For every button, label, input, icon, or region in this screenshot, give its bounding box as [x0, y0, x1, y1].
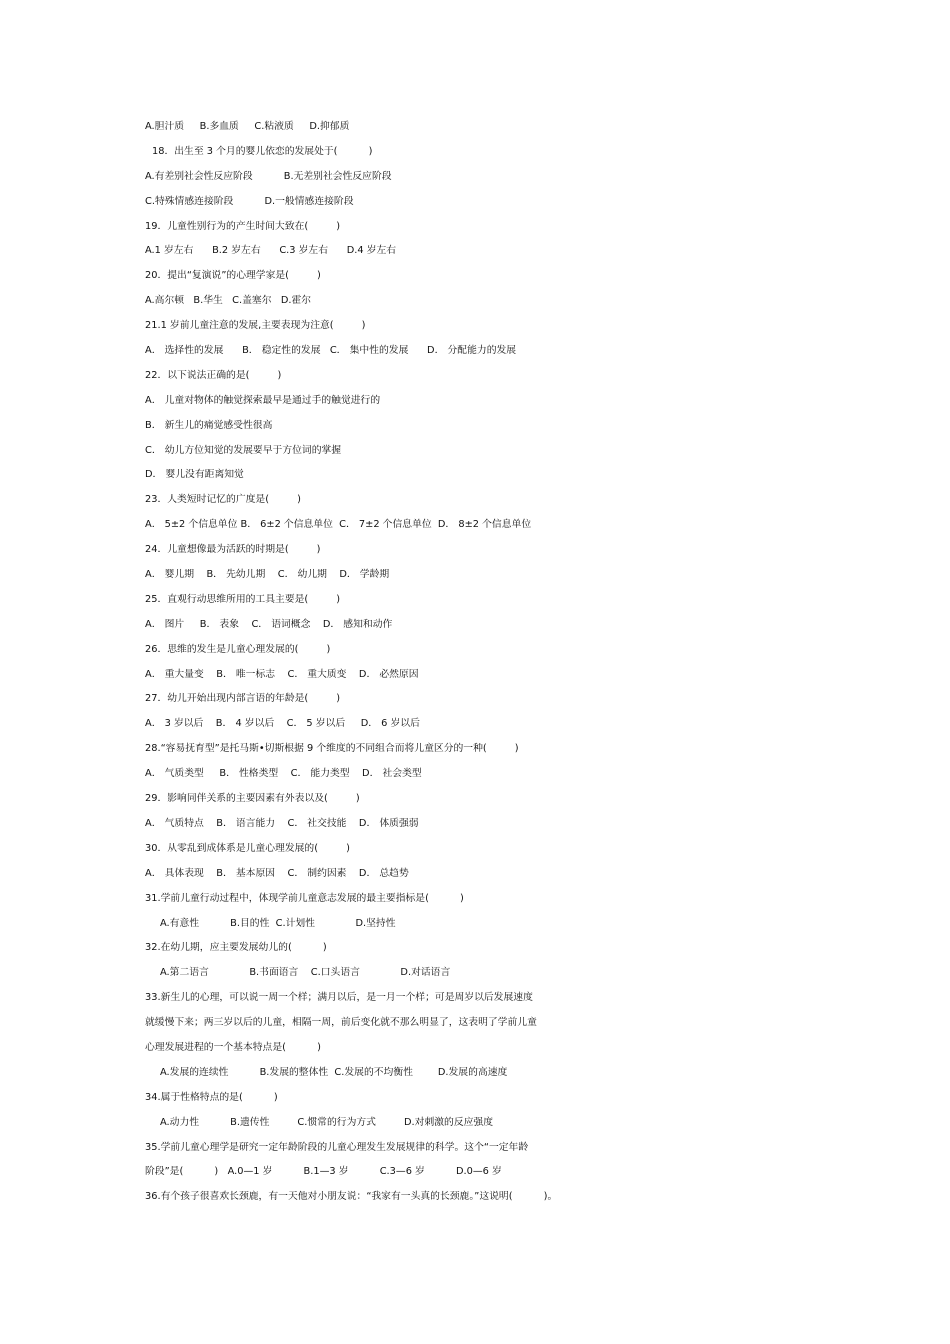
question-27: 27．幼儿开始出现内部言语的年龄是( )	[145, 693, 341, 705]
option-line: A.有差别社会性反应阶段 B.无差别社会性反应阶段	[145, 170, 392, 182]
option-line: C.特殊情感连接阶段 D.一般情感连接阶段	[145, 195, 354, 207]
question-30: 30．从零乱到成体系是儿童心理发展的( )	[145, 842, 350, 854]
question-34: 34.属于性格特点的是( )	[145, 1091, 278, 1103]
option-line: A.发展的连续性 B.发展的整体性 C.发展的不均衡性 D.发展的高速度	[160, 1066, 508, 1078]
option-line: A． 图片 B． 表象 C． 语词概念 D． 感知和动作	[145, 618, 393, 630]
question-22: 22．以下说法正确的是( )	[145, 369, 282, 381]
question-33: 33.新生儿的心理，可以说一周一个样；满月以后，是一月一个样；可是周岁以后发展速度	[145, 992, 533, 1004]
option-line: A.1 岁左右 B.2 岁左右 C.3 岁左右 D.4 岁左右	[145, 245, 397, 257]
option-line: A． 选择性的发展 B． 稳定性的发展 C． 集中性的发展 D． 分配能力的发展	[145, 345, 517, 357]
question-32: 32.在幼儿期，应主要发展幼儿的( )	[145, 942, 327, 954]
option-line: A.动力性 B.遗传性 C.惯常的行为方式 D.对刺激的反应强度	[160, 1116, 494, 1128]
question-19: 19．儿童性别行为的产生时间大致在( )	[145, 220, 341, 232]
option-line: A． 气质特点 B． 语言能力 C． 社交技能 D． 体质强弱	[145, 817, 419, 829]
option-line: A． 婴儿期 B． 先幼儿期 C． 幼儿期 D． 学龄期	[145, 569, 390, 581]
question-24: 24．儿童想像最为活跃的时期是( )	[145, 544, 321, 556]
question-33-continued: 就缓慢下来；两三岁以后的儿童，相隔一周，前后变化就不那么明显了，这表明了学前儿童	[145, 1017, 537, 1029]
question-36: 36.有个孩子很喜欢长颈鹿，有一天他对小朋友说：“我家有一头真的长颈鹿。”这说明( )。	[145, 1191, 558, 1203]
question-35: 35.学前儿童心理学是研究一定年龄阶段的儿童心理发生发展规律的科学。这个“一定年龄	[145, 1141, 529, 1153]
question-31: 31.学前儿童行动过程中，体现学前儿童意志发展的最主要指标是( )	[145, 892, 464, 904]
question-25: 25．直观行动思维所用的工具主要是( )	[145, 593, 341, 605]
option-line: A.胆汁质 B.多血质 C.粘液质 D.抑郁质	[145, 121, 350, 132]
question-23: 23．人类短时记忆的广度是( )	[145, 494, 301, 506]
option-line: A． 儿童对物体的触觉探索最早是通过手的触觉进行的	[145, 394, 381, 406]
question-26: 26．思维的发生是儿童心理发展的( )	[145, 643, 331, 655]
question-20: 20．提出“复演说”的心理学家是( )	[145, 270, 321, 282]
option-line: A.高尔顿 B.华生 C.盖塞尔 D.霍尔	[145, 295, 312, 307]
option-line: B． 新生儿的痛觉感受性很高	[145, 419, 273, 431]
question-18: 18．出生至 3 个月的婴儿依恋的发展处于( )	[152, 145, 373, 157]
option-line: A.第二语言 B.书面语言 C.口头语言 D.对话语言	[160, 967, 451, 979]
question-21: 21.1 岁前儿童注意的发展,主要表现为注意( )	[145, 320, 366, 332]
question-33-continued: 心理发展进程的一个基本特点是( )	[145, 1041, 321, 1053]
option-line: A． 具体表现 B． 基本原因 C． 制约因素 D． 总趋势	[145, 867, 409, 879]
exam-text	[0, 115, 950, 1210]
option-line: A． 重大量变 B． 唯一标志 C． 重大质变 D． 必然原因	[145, 668, 419, 680]
option-line: A.有意性 B.目的性 C.计划性 D.坚持性	[160, 917, 396, 929]
option-line: A． 气质类型 B． 性格类型 C． 能力类型 D． 社会类型	[145, 768, 422, 780]
option-line: A． 5±2 个信息单位 B． 6±2 个信息单位 C． 7±2 个信息单位 D． 8±2 个信息单位	[145, 519, 532, 531]
option-line: C． 幼儿方位知觉的发展要早于方位词的掌握	[145, 444, 342, 456]
question-28: 28.“容易抚育型”是托马斯•切斯根据 9 个维度的不同组合而将儿童区分的一种( )	[145, 743, 519, 755]
option-line: A． 3 岁以后 B． 4 岁以后 C． 5 岁以后 D． 6 岁以后	[145, 718, 420, 730]
option-line: D． 婴儿没有距离知觉	[145, 469, 244, 481]
question-35-continued: 阶段”是( ) A.0—1 岁 B.1—3 岁 C.3—6 岁 D.0—6 岁	[145, 1166, 502, 1178]
question-29: 29．影响同伴关系的主要因素有外表以及( )	[145, 793, 360, 805]
